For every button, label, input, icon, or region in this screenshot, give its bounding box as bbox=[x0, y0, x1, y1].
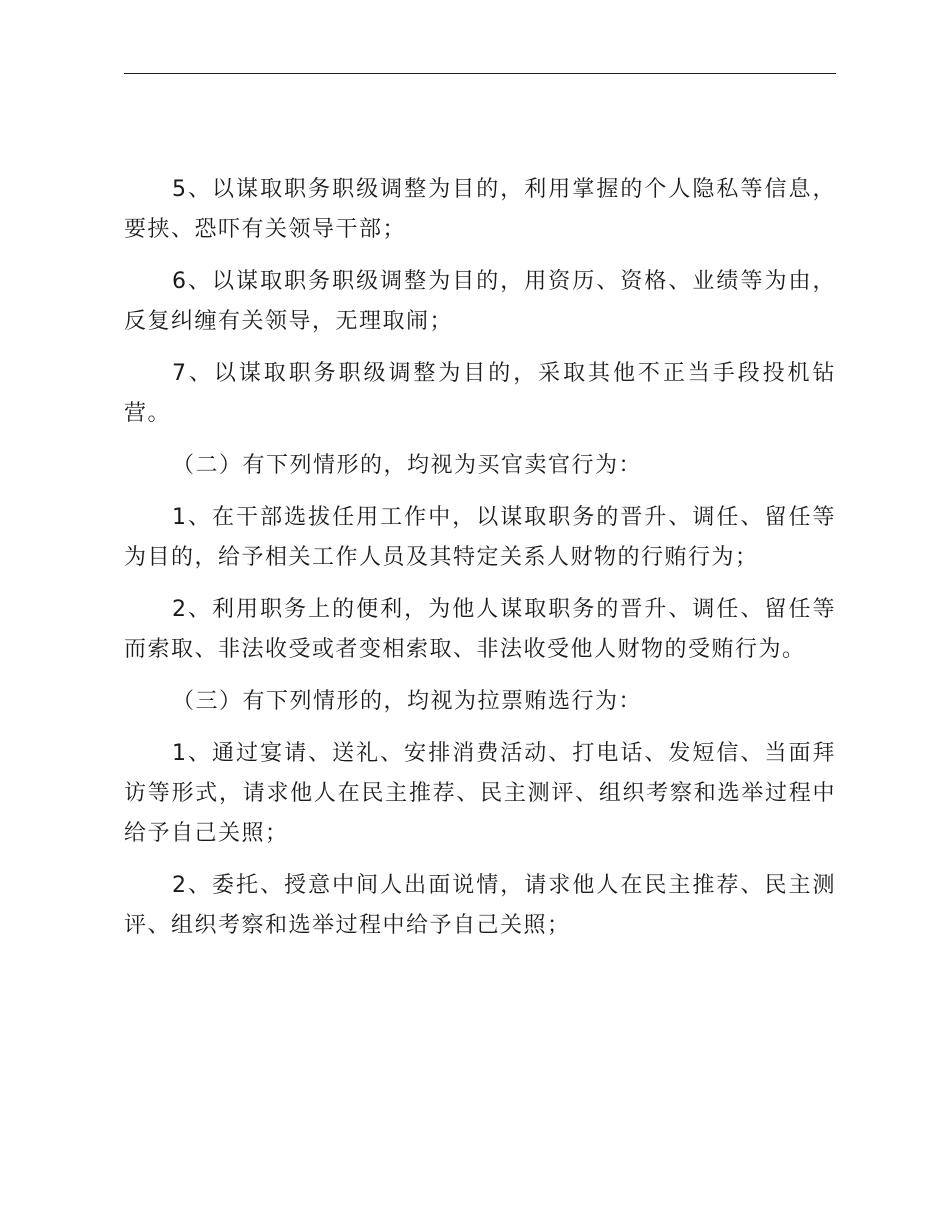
paragraph-item-7: 7、以谋取职务职级调整为目的，采取其他不正当手段投机钻营。 bbox=[124, 361, 836, 426]
paragraph-bribery-2: 2、利用职务上的便利，为他人谋取职务的晋升、调任、留任等而索取、非法收受或者变相索取、非法收受他人财物的受贿行为。 bbox=[124, 597, 836, 662]
paragraph-item-6: 6、以谋取职务职级调整为目的，用资历、资格、业绩等为由，反复纠缠有关领导，无理取闹； bbox=[124, 269, 836, 334]
paragraph-canvass-1: 1、通过宴请、送礼、安排消费活动、打电话、发短信、当面拜访等形式，请求他人在民主推荐、民主测评、组织考察和选举过程中给予自己关照； bbox=[124, 741, 836, 846]
section-heading-2: （二）有下列情形的，均视为买官卖官行为： bbox=[172, 453, 643, 478]
paragraph-canvass-2: 2、委托、授意中间人出面说情，请求他人在民主推荐、民主测评、组织考察和选举过程中给予自己关照； bbox=[124, 873, 836, 938]
paragraph-item-5: 5、以谋取职务职级调整为目的，利用掌握的个人隐私等信息，要挟、恐吓有关领导干部； bbox=[124, 177, 836, 242]
section-heading-3: （三）有下列情形的，均视为拉票贿选行为： bbox=[172, 689, 643, 714]
paragraph-bribery-1: 1、在干部选拔任用工作中，以谋取职务的晋升、调任、留任等为目的，给予相关工作人员及其特定关系人财物的行贿行为； bbox=[124, 505, 836, 570]
document-body bbox=[124, 170, 836, 958]
header-rule bbox=[124, 73, 836, 74]
